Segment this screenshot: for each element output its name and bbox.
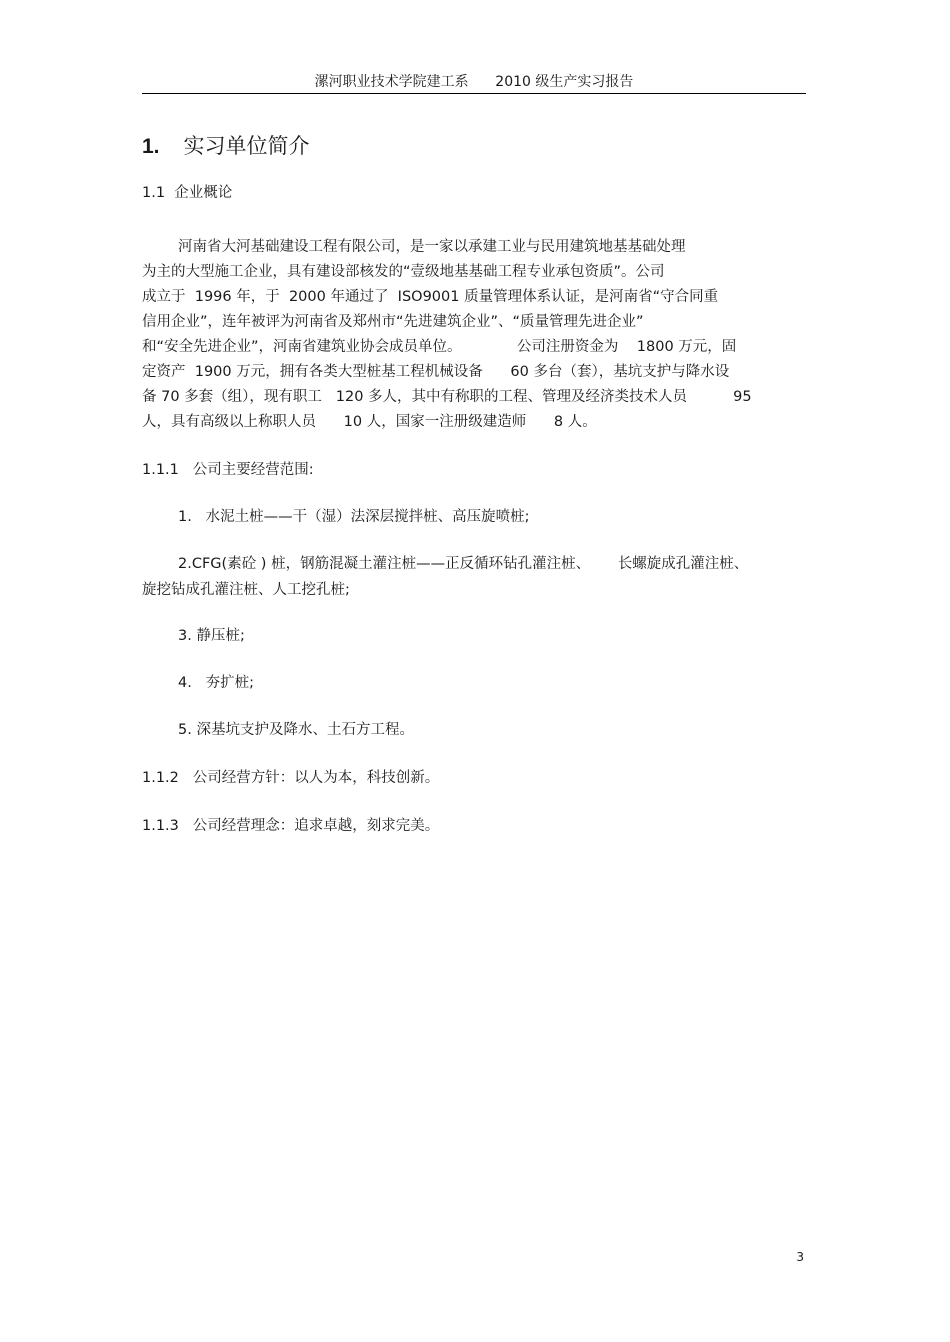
scope-item: 2.CFG(素砼 ) 桩，钢筋混凝土灌注桩——正反循环钻孔灌注桩、 长螺旋成孔灌注桩、 <box>178 556 749 572</box>
business-policy: 1.1.2 公司经营方针：以人为本，科技创新。 <box>142 770 440 786</box>
scope-heading: 1.1.1 公司主要经营范围: <box>142 462 314 478</box>
subsection-heading: 1.1 企业概论 <box>142 185 233 201</box>
intro-line: 人，具有高级以上称职人员 10 人，国家一注册级建造师 8 人。 <box>142 414 597 430</box>
section-title: 实习单位简介 <box>183 134 310 158</box>
business-philosophy: 1.1.3 公司经营理念：追求卓越，刻求完美。 <box>142 818 440 834</box>
intro-line: 和“安全先进企业”，河南省建筑业协会成员单位。 公司注册资金为 1800 万元，固 <box>142 339 737 355</box>
intro-line: 成立于 1996 年，于 2000 年通过了 ISO9001 质量管理体系认证，是河南省“守合同重 <box>142 289 719 305</box>
page-number: 3 <box>796 1250 804 1264</box>
section-heading <box>142 130 310 160</box>
intro-line: 备 70 多套（组），现有职工 120 多人，其中有称职的工程、管理及经济类技术人员 95 <box>142 389 752 405</box>
intro-line: 信用企业”，连年被评为河南省及郑州市“先进建筑企业”、“质量管理先进企业” <box>142 314 644 330</box>
section-number: 1. <box>142 135 160 158</box>
scope-item: 旋挖钻成孔灌注桩、人工挖孔桩; <box>142 582 350 598</box>
intro-line: 为主的大型施工企业，具有建设部核发的“壹级地基基础工程专业承包资质”。公司 <box>142 264 665 280</box>
intro-line: 定资产 1900 万元，拥有各类大型桩基工程机械设备 60 多台（套），基坑支护与降水设 <box>142 364 730 380</box>
header-title: 漯河职业技术学院建工系 2010 级生产实习报告 <box>314 74 634 90</box>
scope-item: 5. 深基坑支护及降水、土石方工程。 <box>178 722 414 738</box>
page-header <box>142 64 806 94</box>
scope-item: 1. 水泥土桩——干（湿）法深层搅拌桩、高压旋喷桩; <box>178 509 530 525</box>
scope-item: 4. 夯扩桩; <box>178 675 255 691</box>
intro-line: 河南省大河基础建设工程有限公司，是一家以承建工业与民用建筑地基基础处理 <box>178 239 686 255</box>
scope-item: 3. 静压桩; <box>178 628 245 644</box>
